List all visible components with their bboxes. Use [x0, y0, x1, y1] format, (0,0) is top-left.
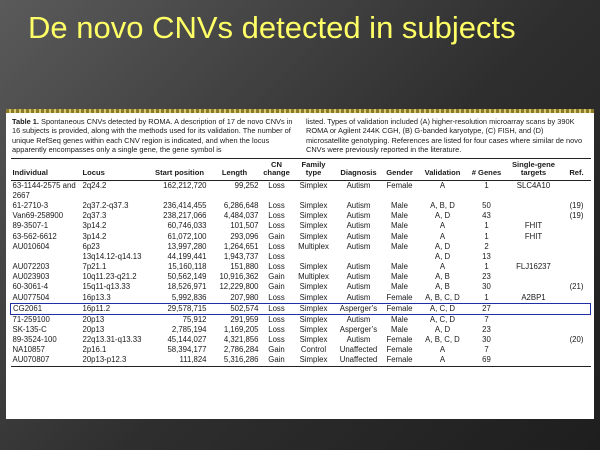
cell-ref [563, 303, 591, 314]
cell-start-position: 45,144,027 [167, 335, 207, 345]
cell-genes: 50 [482, 201, 491, 211]
cell-family-type: Simplex [293, 355, 335, 366]
cell-cn-change: Gain [268, 345, 285, 355]
cell-locus: 2q24.2 [82, 180, 107, 190]
cell-family-type: Simplex [299, 211, 328, 221]
cell-start-position: 236,414,455 [163, 201, 207, 211]
cell-validation: A [439, 345, 446, 355]
cell-family-type: Control [300, 345, 327, 355]
cell-validation: A, D [434, 325, 451, 334]
cell-validation: A, B, C, D [425, 335, 460, 345]
cell-single-gene-target [505, 191, 563, 201]
cell-diagnosis: Autism [346, 211, 371, 221]
header-length: Length [209, 158, 261, 180]
cell-gender: Male [391, 325, 408, 334]
cell-validation: A [439, 262, 446, 272]
cell-genes: 43 [482, 211, 491, 221]
cell-diagnosis: Asperger’s [339, 325, 378, 334]
cell-length: 10,916,362 [219, 272, 259, 282]
cell-start-position: 50,562,149 [167, 272, 207, 282]
cell-genes: 30 [482, 335, 491, 345]
cell-length: 291,959 [230, 314, 259, 324]
cell-validation: A, B, C, D [425, 292, 460, 302]
cell-length: 151,880 [230, 262, 259, 272]
cell-validation: A, D [434, 241, 451, 251]
cell-start-position: 44,199,441 [167, 251, 207, 261]
cell-single-gene-target [505, 211, 563, 221]
cell-individual: 63-562-6612 [12, 231, 57, 241]
cell-genes: 13 [482, 251, 491, 261]
header-diagnosis: Diagnosis [335, 158, 383, 180]
cell-single-gene-target [505, 303, 563, 314]
cell-gender: Male [391, 231, 408, 241]
cell-individual: 60-3061-4 [12, 282, 49, 292]
header-family-type: Family type [293, 158, 335, 180]
cell-locus: 10q11.23-q21.2 [82, 272, 137, 282]
cell-single-gene-target: FHIT [524, 221, 543, 231]
cell-single-gene-target [505, 282, 563, 292]
cell-locus: 13q14.12-q14.13 [82, 251, 142, 261]
cell-cn-change: Gain [268, 282, 285, 292]
cell-genes: 23 [482, 325, 491, 334]
cell-diagnosis: Autism [346, 292, 371, 302]
cell-single-gene-target [505, 335, 563, 345]
cell-locus: 3p14.2 [82, 231, 107, 241]
cell-individual: 2667 [12, 190, 30, 200]
cell-gender: Male [391, 282, 408, 292]
cell-family-type: Simplex [299, 180, 328, 190]
header-ref: Ref. [563, 158, 591, 180]
cell-locus: 16p13.3 [82, 292, 111, 302]
table-row [11, 282, 591, 292]
cell-diagnosis: Unaffected [339, 345, 378, 355]
cell-gender: Male [391, 314, 408, 324]
cell-diagnosis: Autism [346, 201, 371, 211]
table-row [11, 303, 591, 314]
cell-locus: 2q37.3 [82, 211, 107, 221]
cell-ref [563, 272, 591, 282]
cell-ref [563, 242, 591, 252]
cell-length: 207,980 [230, 292, 259, 302]
cell-diagnosis [335, 252, 383, 262]
cell-start-position: 111,824 [151, 355, 209, 366]
cell-cn-change: Loss [268, 251, 285, 261]
cell-family-type [293, 191, 335, 201]
cell-single-gene-target [505, 242, 563, 252]
cell-diagnosis: Autism [346, 314, 371, 324]
cell-locus: 15q11-q13.33 [82, 282, 131, 292]
cell-ref: (21) [569, 282, 584, 292]
cell-genes: 69 [469, 355, 505, 366]
cell-validation: A, B, D [430, 201, 455, 211]
cell-individual [11, 252, 81, 262]
table-row [11, 314, 591, 325]
cell-diagnosis: Autism [346, 241, 371, 251]
caption-right [306, 117, 588, 155]
cell-validation: A, B [435, 282, 450, 292]
cell-validation: A [439, 180, 446, 190]
cell-ref [563, 345, 591, 355]
table-row [11, 325, 591, 335]
cell-individual: SK-135-C [12, 325, 47, 334]
cell-family-type: Multiplex [298, 272, 329, 282]
cell-gender: Male [391, 221, 408, 231]
cell-start-position: 2,785,194 [171, 325, 207, 334]
cell-individual: CG2061 [11, 303, 81, 314]
table-row [11, 293, 591, 304]
caption-right-text: listed. Types of validation included (A) higher-resolution microarray scans by 390K ROMA or Agilent 244K CGH, (B) G-banded karyotype, (C) FISH, and (D) microsatellite genotyping. References are listed for four cases where similar de novo CNVs were previously reported in the literature. [306, 117, 583, 155]
cell-individual: Van69-258900 [12, 211, 64, 221]
table-row [11, 355, 591, 366]
cell-single-gene-target [505, 272, 563, 282]
cell-locus [81, 191, 151, 201]
cell-cn-change: Loss [268, 221, 285, 231]
cell-family-type: Simplex [293, 303, 335, 314]
cell-start-position: 162,212,720 [163, 180, 207, 190]
cell-genes: 30 [482, 282, 491, 292]
cell-ref [563, 221, 591, 231]
cell-single-gene-target [505, 355, 563, 366]
caption-left-text: Spontaneous CNVs detected by ROMA. A description of 17 de novo CNVs in 16 subjects is provided, along with the methods used for its validation. The number of unique RefSeq genes within each CNV region is indicated, and when the locus apparently encompasses only a single gene, the gene symbol is [12, 117, 293, 155]
cell-start-position: 75,912 [182, 314, 207, 324]
table-body [11, 180, 591, 366]
cell-family-type: Simplex [299, 231, 328, 241]
cell-diagnosis: Autism [346, 262, 371, 272]
cell-single-gene-target [505, 201, 563, 211]
cell-individual: 89-3524-100 [12, 335, 57, 345]
cnv-table [10, 158, 591, 367]
cell-validation: A, C, D [429, 314, 456, 324]
cell-gender [383, 252, 417, 262]
cell-gender: Female [383, 355, 417, 366]
cell-validation: A, B [435, 272, 450, 282]
cell-genes: 23 [482, 272, 491, 282]
cell-cn-change: Gain [268, 231, 285, 241]
cell-ref [563, 180, 591, 191]
cell-gender: Female [386, 180, 413, 190]
cell-start-position: 238,217,066 [163, 211, 207, 221]
cell-validation: A, D [434, 251, 451, 261]
cell-cn-change: Loss [268, 262, 285, 272]
cell-genes: 1 [484, 262, 489, 272]
cell-genes: 7 [484, 345, 489, 355]
cell-locus: 2q37.2-q37.3 [82, 201, 129, 211]
header-start-position: Start position [151, 158, 209, 180]
cell-genes: 1 [484, 231, 489, 241]
table-row [11, 272, 591, 282]
header-gender: Gender [383, 158, 417, 180]
cell-family-type: Simplex [299, 282, 328, 292]
cell-length: 2,786,284 [223, 345, 259, 355]
cell-cn-change: Loss [261, 303, 293, 314]
cell-gender: Male [391, 211, 408, 221]
cell-single-gene-target [505, 325, 563, 335]
cell-single-gene-target [505, 345, 563, 355]
cell-locus: 20p13-p12.3 [81, 355, 151, 366]
table-row [11, 180, 591, 191]
cell-genes: 1 [484, 292, 489, 302]
cell-validation: A [417, 355, 469, 366]
table-row [11, 252, 591, 262]
table-row [11, 345, 591, 355]
cell-family-type: Simplex [299, 292, 328, 302]
cell-single-gene-target [505, 314, 563, 325]
cell-family-type [293, 252, 335, 262]
cell-single-gene-target: SLC4A10 [516, 180, 551, 190]
cell-ref [563, 293, 591, 304]
cell-individual: 63-1144-2575 and [12, 180, 76, 190]
cell-diagnosis: Autism [346, 282, 371, 292]
table-caption [6, 113, 594, 155]
cell-start-position: 18,526,971 [167, 282, 207, 292]
cell-ref [563, 252, 591, 262]
cell-individual: AU072203 [12, 262, 50, 272]
cell-locus: 22q13.31-q13.33 [82, 335, 142, 345]
header-locus: Locus [81, 158, 151, 180]
cell-individual: 71-259100 [12, 314, 50, 324]
cell-individual: 61-2710-3 [12, 201, 49, 211]
cell-length: 12,229,800 [219, 282, 259, 292]
cell-length: 101,507 [230, 221, 259, 231]
cell-locus: 2p16.1 [82, 345, 107, 355]
cell-gender: Female [386, 345, 413, 355]
table-row [11, 232, 591, 242]
cell-diagnosis: Autism [346, 231, 371, 241]
cell-start-position [151, 191, 209, 201]
cell-start-position: 60,746,033 [167, 221, 207, 231]
cell-individual: AU023903 [12, 272, 50, 282]
cell-length: 1,264,651 [223, 241, 259, 251]
header-single-gene-targets: Single-gene targets [505, 158, 563, 180]
cell-ref [563, 262, 591, 272]
cell-ref: (20) [569, 335, 584, 345]
cell-family-type: Simplex [299, 325, 328, 334]
slide-title: De novo CNVs detected in subjects [28, 10, 516, 45]
cell-genes: 1 [484, 221, 489, 231]
cell-cn-change: Loss [268, 180, 285, 190]
cell-start-position: 29,578,715 [151, 303, 209, 314]
cell-single-gene-target: A2BP1 [521, 292, 546, 302]
cell-length: 502,574 [209, 303, 261, 314]
cell-family-type: Simplex [299, 221, 328, 231]
cell-start-position: 58,394,177 [167, 345, 207, 355]
cell-cn-change: Loss [268, 314, 285, 324]
cell-locus: 20p13 [82, 314, 105, 324]
table-image [6, 113, 594, 419]
cell-locus: 16p11.2 [81, 303, 151, 314]
cell-ref [563, 314, 591, 325]
cell-family-type: Simplex [299, 335, 328, 345]
cell-ref [563, 355, 591, 366]
cell-length: 4,484,037 [223, 211, 259, 221]
cell-cn-change: Gain [261, 355, 293, 366]
cell-cn-change: Loss [268, 211, 285, 221]
table-row [11, 335, 591, 345]
cell-validation: A [439, 221, 446, 231]
cell-diagnosis: Autism [346, 335, 371, 345]
cell-ref: (19) [569, 211, 584, 221]
cell-locus: 7p21.1 [82, 262, 107, 272]
table-row [11, 201, 591, 211]
cell-start-position: 15,160,118 [168, 262, 207, 272]
cell-length: 293,096 [230, 231, 259, 241]
cell-cn-change: Loss [268, 292, 285, 302]
cell-start-position: 5,992,836 [171, 292, 207, 302]
cell-ref [563, 232, 591, 242]
cell-cn-change: Gain [268, 272, 285, 282]
cell-locus: 20p13 [82, 325, 105, 334]
cell-gender: Female [386, 335, 413, 345]
cell-locus: 6p23 [82, 241, 100, 251]
cell-validation [417, 191, 469, 201]
table-row [11, 191, 591, 201]
cell-individual: NA10857 [12, 345, 46, 355]
cell-length: 6,286,648 [223, 201, 259, 211]
cell-diagnosis: Autism [346, 272, 371, 282]
cell-single-gene-target [505, 252, 563, 262]
table-row [11, 262, 591, 272]
cell-cn-change: Loss [268, 325, 285, 334]
cell-start-position: 13,997,280 [167, 241, 207, 251]
header-cn-change: CN change [261, 158, 293, 180]
cell-genes: 1 [484, 180, 489, 190]
cell-length: 1,943,737 [223, 251, 259, 261]
caption-label: Table 1. [12, 117, 39, 126]
header-individual: Individual [11, 158, 81, 180]
cell-length [209, 191, 261, 201]
header-validation: Validation [417, 158, 469, 180]
cell-gender: Male [391, 241, 408, 251]
cell-validation: A, D [434, 211, 451, 221]
table-row [11, 221, 591, 231]
caption-left [12, 117, 294, 155]
cell-gender: Female [383, 303, 417, 314]
cell-gender: Male [391, 201, 408, 211]
cell-validation: A [439, 231, 446, 241]
cell-family-type: Simplex [299, 262, 328, 272]
cell-length: 99,252 [234, 180, 259, 190]
table-header-row [11, 158, 591, 180]
cell-individual: 89-3507-1 [12, 221, 49, 231]
cell-length: 4,321,856 [223, 335, 259, 345]
cell-gender: Male [391, 272, 408, 282]
cell-family-type: Simplex [299, 201, 328, 211]
cell-individual: AU077504 [12, 292, 50, 302]
cell-locus: 3p14.2 [82, 221, 107, 231]
table-row [11, 211, 591, 221]
cell-cn-change: Loss [268, 335, 285, 345]
cell-diagnosis: Autism [346, 180, 371, 190]
cell-length: 1,169,205 [223, 325, 259, 334]
cell-validation: A, C, D [417, 303, 469, 314]
cell-genes: 27 [469, 303, 505, 314]
cell-family-type: Simplex [299, 314, 328, 324]
cell-genes: 2 [484, 241, 489, 251]
cell-individual: AU010604 [12, 241, 50, 251]
cell-ref: (19) [569, 201, 584, 211]
cell-genes: 7 [484, 314, 489, 324]
cell-gender: Female [386, 292, 413, 302]
cell-diagnosis: Asperger’s [335, 303, 383, 314]
cell-single-gene-target: FLJ16237 [516, 262, 551, 272]
cell-cn-change [261, 191, 293, 201]
cell-diagnosis: Autism [346, 221, 371, 231]
cell-diagnosis: Unaffected [335, 355, 383, 366]
cell-start-position: 61,072,100 [167, 231, 207, 241]
cell-cn-change: Loss [268, 241, 285, 251]
table-row [11, 242, 591, 252]
cell-ref [563, 325, 591, 335]
cell-gender [383, 191, 417, 201]
cell-family-type: Multiplex [298, 241, 329, 251]
cell-individual: AU070807 [11, 355, 81, 366]
cell-length: 5,316,286 [209, 355, 261, 366]
cell-cn-change: Loss [268, 201, 285, 211]
header-genes: # Genes [469, 158, 505, 180]
cell-ref [563, 191, 591, 201]
cell-gender: Male [391, 262, 408, 272]
cell-single-gene-target: FHIT [524, 231, 543, 241]
cell-genes [469, 191, 505, 201]
cell-diagnosis [335, 191, 383, 201]
